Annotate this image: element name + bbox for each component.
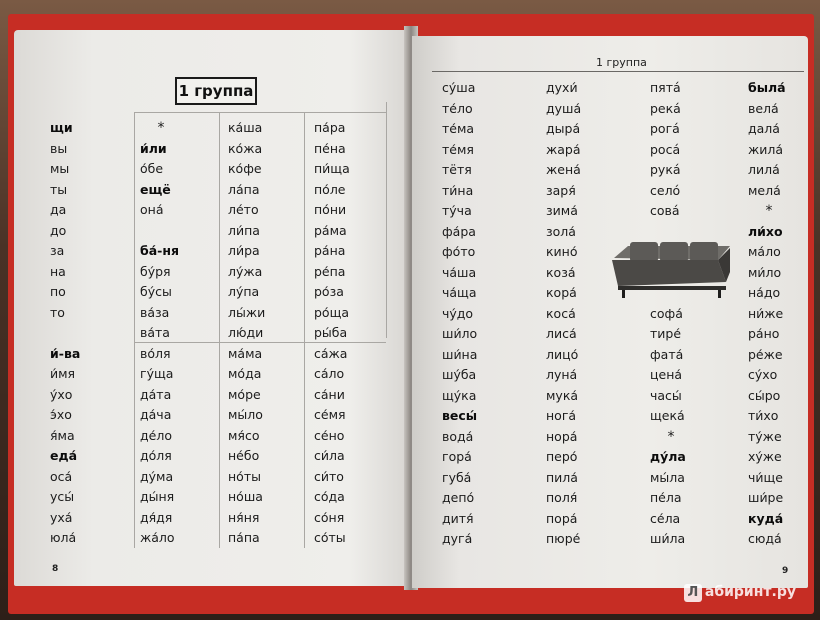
word-left-c3-r17: не́бо	[228, 448, 260, 463]
word-right-c3-r23: ши́ла	[650, 531, 686, 546]
word-left-c2-r5: она́	[140, 202, 164, 217]
labirint-logo-icon: Л	[684, 584, 702, 602]
word-left-c3-r3: ко́фе	[228, 161, 262, 176]
word-left-c4-r1: па́ра	[314, 120, 346, 135]
page-number-left: 8	[52, 564, 59, 574]
word-right-c1-r10: ча́ша	[442, 264, 477, 280]
word-right-c1-r23: дуга́	[442, 531, 473, 546]
word-right-c4-r21: ши́ре	[748, 490, 784, 505]
word-right-c1-r14: ши́на	[442, 346, 478, 362]
word-right-c1-r19: гора́	[442, 449, 472, 464]
word-left-c2-r6	[140, 221, 182, 242]
word-left-c3-r1: ка́ша	[228, 120, 263, 135]
word-left-c2-r20: дя́дя	[140, 509, 173, 525]
word-right-c4-r20: чи́ще	[748, 469, 783, 485]
word-left-c4-r2: пе́на	[314, 140, 346, 156]
word-right-c1-r6: ти́на	[442, 182, 474, 198]
word-left-c3-r18: но́ты	[228, 468, 261, 484]
word-left-c4-r20: со́ня	[314, 509, 345, 525]
word-right-c1-r4: те́мя	[442, 141, 474, 157]
word-left-c1-r12: и́-ва	[50, 345, 81, 361]
word-right-c4-r11: на́до	[748, 285, 781, 300]
word-right-c4-r4: жила́	[748, 141, 784, 157]
word-right-c3-r13: тире́	[650, 326, 682, 341]
word-left-c3-r13: мо́да	[228, 366, 262, 381]
word-right-c4-r19: ху́же	[748, 449, 782, 464]
word-right-c4-r13: ра́но	[748, 326, 780, 341]
word-right-c3-r22: се́ла	[650, 510, 681, 526]
column-2	[546, 78, 581, 550]
word-right-c2-r8: зола́	[546, 223, 576, 239]
word-right-c3-r6: селó	[650, 182, 681, 198]
word-left-c3-r16: мя́со	[228, 427, 260, 443]
word-right-c3-r7: совá	[650, 203, 680, 218]
word-right-c1-r22: дитя́	[442, 510, 474, 526]
word-right-c3-r1: пятá	[650, 80, 681, 95]
right-page	[412, 36, 808, 588]
word-left-c1-r14: у́хо	[50, 386, 73, 402]
word-right-c2-r7: зима́	[546, 203, 578, 218]
word-left-c3-r10: лы́жи	[228, 304, 266, 320]
word-right-c1-r5: тётя	[442, 162, 472, 177]
left-page	[14, 30, 410, 586]
word-right-c1-r11: ча́ща	[442, 285, 477, 300]
word-right-c4-r8: ли́хо	[748, 223, 783, 239]
word-right-c3-r20: мы́ла	[650, 469, 685, 485]
word-right-c2-r21: поля́	[546, 490, 578, 505]
word-left-c4-r10: ро́ща	[314, 304, 350, 320]
word-left-c2-r12: во́ля	[140, 345, 171, 361]
word-left-c3-r14: мо́ре	[228, 386, 261, 402]
word-left-c1-r2: вы	[50, 140, 68, 156]
word-right-c2-r13: лиса́	[546, 326, 577, 341]
word-left-c3-r19: но́ша	[228, 489, 263, 504]
word-left-c3-r11: лю́ди	[228, 325, 264, 340]
word-right-c3-r5: рукá	[650, 162, 681, 177]
word-left-c3-r9: лу́па	[228, 284, 260, 299]
word-left-c2-r2: и́ли	[140, 140, 167, 156]
word-left-c4-r21: со́ты	[314, 530, 346, 545]
word-left-c4-r11: ры́ба	[314, 325, 348, 340]
column-4	[748, 78, 790, 550]
word-left-c1-r8: на	[50, 263, 66, 279]
word-right-c2-r15: луна́	[546, 367, 578, 382]
word-right-c1-r18: вода́	[442, 428, 474, 444]
word-left-c2-r15: да́ча	[140, 407, 172, 422]
word-left-c2-r1: *	[157, 120, 165, 136]
word-right-c1-r3: те́ма	[442, 121, 475, 136]
word-left-c4-r7: ра́на	[314, 243, 346, 258]
word-left-c1-r18: оса́	[50, 468, 73, 484]
word-left-c4-r9: ро́за	[314, 284, 344, 299]
word-right-c1-r1: су́ша	[442, 80, 476, 95]
word-right-c4-r23: сюда́	[748, 531, 782, 546]
word-left-c3-r15: мы́ло	[228, 407, 263, 422]
word-left-c4-r5: по́ни	[314, 202, 347, 217]
word-left-c1-r4: ты	[50, 181, 68, 197]
word-left-c4-r18: си́то	[314, 468, 344, 484]
word-left-c1-r5: да	[50, 202, 67, 217]
word-left-c2-r14: да́та	[140, 386, 172, 402]
word-left-c2-r4: ещё	[140, 181, 171, 197]
word-right-c1-r8: фа́ра	[442, 223, 476, 239]
word-right-c2-r14: лицо́	[546, 346, 579, 362]
word-left-c4-r14: са́ни	[314, 386, 345, 402]
watermark	[684, 584, 796, 602]
word-left-c3-r4: ла́па	[228, 181, 260, 197]
running-head: 1 группа	[596, 56, 647, 69]
column-1	[50, 118, 80, 549]
word-left-c2-r9: бу́сы	[140, 284, 172, 299]
word-left-c1-r21: юла́	[50, 530, 77, 545]
word-left-c3-r12: ма́ма	[228, 345, 263, 361]
word-right-c2-r12: коса́	[546, 305, 576, 321]
word-right-c2-r2: душа́	[546, 100, 582, 116]
word-left-c4-r4: по́ле	[314, 181, 346, 197]
word-right-c3-r17: щека́	[650, 408, 685, 423]
word-left-c1-r15: э́хо	[50, 407, 72, 422]
word-right-c4-r18: ту́же	[748, 428, 782, 444]
word-right-c2-r11: кора́	[546, 285, 577, 300]
word-right-c4-r5: лила́	[748, 162, 780, 177]
word-left-c4-r16: се́но	[314, 427, 345, 443]
word-right-c1-r13: ши́ло	[442, 326, 478, 341]
word-left-c4-r3: пи́ща	[314, 161, 350, 176]
word-right-c4-r17: ти́хо	[748, 408, 779, 423]
word-right-c2-r6: заря́	[546, 182, 576, 198]
word-right-c2-r23: пюре́	[546, 531, 581, 546]
word-right-c2-r19: перо́	[546, 449, 578, 464]
word-right-c4-r14: ре́же	[748, 346, 783, 362]
watermark-text: абиринт.ру	[704, 584, 796, 600]
word-left-c4-r6: ра́ма	[314, 222, 347, 238]
word-left-c4-r19: со́да	[314, 489, 345, 504]
column-3	[650, 78, 692, 550]
word-left-c3-r5: ле́то	[228, 202, 259, 217]
word-left-c1-r7: за	[50, 243, 65, 258]
word-left-c4-r17: си́ла	[314, 448, 345, 463]
word-right-c4-r2: вела́	[748, 100, 779, 116]
word-right-c1-r15: шу́ба	[442, 367, 477, 382]
word-left-c1-r1: щи	[50, 120, 73, 135]
word-right-c1-r16: щу́ка	[442, 387, 477, 403]
word-right-c4-r22: куда́	[748, 510, 784, 526]
word-right-c1-r9: фо́то	[442, 244, 476, 259]
word-left-c1-r20: уха́	[50, 509, 73, 525]
word-left-c1-r10: то	[50, 304, 65, 320]
word-right-c2-r1: духи́	[546, 80, 578, 95]
word-left-c4-r15: се́мя	[314, 407, 346, 422]
column-3	[228, 118, 265, 549]
word-right-c1-r12: чу́до	[442, 305, 474, 321]
word-right-c3-r19: ду́ла	[650, 449, 686, 464]
word-right-c1-r7: ту́ча	[442, 203, 472, 218]
word-right-c2-r22: пора́	[546, 510, 578, 526]
word-left-c4-r12: са́жа	[314, 345, 348, 361]
word-right-c2-r17: нога́	[546, 408, 577, 423]
word-right-c1-r21: депо́	[442, 490, 475, 505]
word-right-c4-r7: *	[765, 203, 773, 219]
word-left-c2-r21: жа́ло	[140, 530, 175, 545]
page-number-right: 9	[782, 566, 789, 576]
word-left-c3-r8: лу́жа	[228, 263, 263, 279]
word-right-c4-r16: сы́ро	[748, 387, 781, 403]
word-right-c4-r12: ни́же	[748, 305, 784, 321]
word-right-c2-r3: дыра́	[546, 121, 581, 136]
word-left-c3-r2: ко́жа	[228, 140, 263, 156]
word-right-c2-r5: жена́	[546, 162, 581, 177]
word-right-c2-r10: коза́	[546, 264, 576, 280]
word-left-c1-r17: еда́	[50, 448, 78, 463]
word-right-c3-r16: часы́	[650, 387, 682, 403]
word-right-c2-r9: кино́	[546, 244, 578, 259]
word-left-c2-r13: гу́ща	[140, 366, 174, 381]
word-right-c1-r17: весы́	[442, 408, 478, 423]
word-left-c2-r3: о́бе	[140, 161, 164, 176]
word-right-c3-r21: пе́ла	[650, 490, 682, 505]
word-left-c2-r10: ва́за	[140, 304, 170, 320]
word-left-c3-r20: ня́ня	[228, 509, 260, 525]
word-right-c3-r4: росá	[650, 141, 681, 157]
word-right-c2-r4: жара́	[546, 141, 581, 157]
word-right-c3-r12: софа́	[650, 305, 683, 321]
word-left-c1-r6: до	[50, 222, 67, 238]
column-2	[140, 118, 182, 549]
header-rule	[432, 71, 804, 72]
word-right-c4-r6: мела́	[748, 182, 781, 198]
word-right-c4-r9: ма́ло	[748, 244, 781, 259]
word-right-c4-r1: была́	[748, 80, 786, 95]
word-right-c3-r15: цена́	[650, 367, 683, 382]
word-left-c2-r7: ба́-ня	[140, 243, 180, 258]
word-right-c1-r2: те́ло	[442, 100, 473, 116]
word-left-c1-r13: и́мя	[50, 366, 76, 381]
word-left-c1-r16: я́ма	[50, 427, 75, 443]
word-left-c2-r19: ды́ня	[140, 489, 175, 504]
word-right-c1-r20: губа́	[442, 469, 472, 485]
column-1	[442, 78, 477, 550]
sofa-illustration	[608, 236, 732, 300]
word-left-c1-r11	[50, 323, 80, 344]
word-right-c2-r20: пила́	[546, 469, 578, 485]
word-left-c1-r3: мы	[50, 161, 70, 176]
group-header: 1 группа	[175, 77, 257, 105]
word-left-c3-r6: ли́па	[228, 222, 260, 238]
word-left-c1-r19: усы́	[50, 489, 75, 504]
word-left-c2-r11: ва́та	[140, 325, 170, 340]
word-right-c4-r15: су́хо	[748, 367, 778, 382]
word-left-c1-r9: по	[50, 284, 66, 299]
word-left-c2-r17: до́ля	[140, 448, 172, 463]
word-right-c3-r3: рогá	[650, 121, 680, 136]
word-right-c2-r16: мука́	[546, 387, 579, 403]
word-left-c3-r21: па́па	[228, 530, 260, 545]
word-left-c4-r8: ре́па	[314, 263, 346, 279]
word-right-c4-r10: ми́ло	[748, 264, 782, 280]
word-right-c3-r18: *	[667, 428, 675, 445]
word-right-c3-r2: рекá	[650, 100, 681, 116]
word-left-c3-r7: ли́ра	[228, 243, 260, 258]
word-right-c2-r18: нора́	[546, 428, 578, 444]
word-left-c2-r16: де́ло	[140, 427, 172, 443]
column-4	[314, 118, 350, 549]
word-left-c4-r13: са́ло	[314, 366, 345, 381]
word-right-c3-r14: фата́	[650, 346, 684, 362]
word-left-c2-r8: бу́ря	[140, 263, 171, 279]
word-left-c2-r18: ду́ма	[140, 468, 174, 484]
word-right-c4-r3: дала́	[748, 121, 780, 136]
